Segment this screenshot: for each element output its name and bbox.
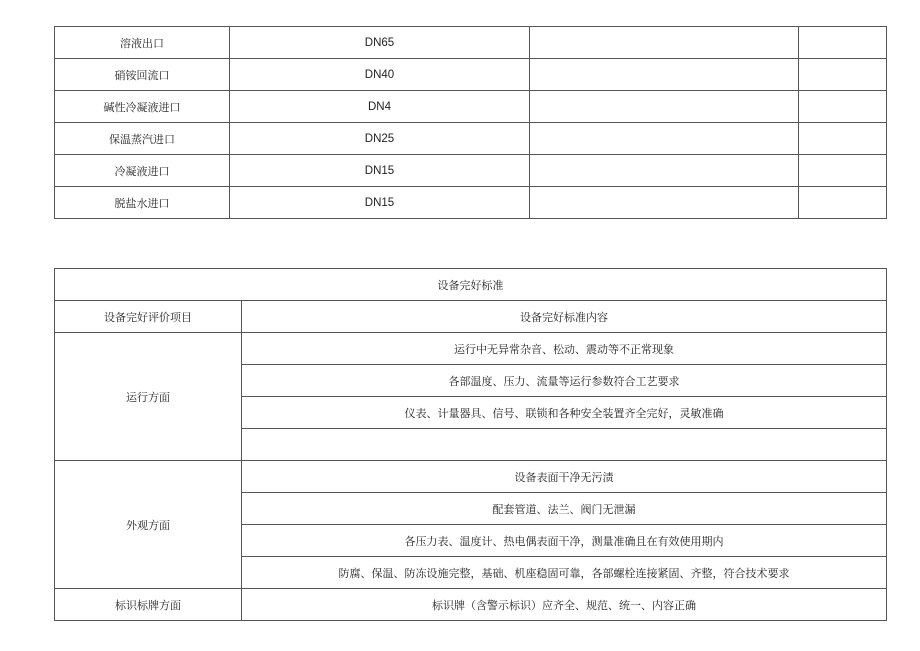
empty-cell (799, 155, 887, 187)
standard-content (242, 429, 887, 461)
interface-name: 溶液出口 (55, 27, 230, 59)
table-row (55, 461, 887, 493)
empty-cell (530, 155, 799, 187)
interface-size: DN65 (230, 27, 530, 59)
empty-cell (799, 91, 887, 123)
interface-table (54, 26, 887, 219)
table-row (55, 59, 887, 91)
empty-cell (799, 59, 887, 91)
equipment-standard-table (54, 268, 887, 621)
interface-size: DN15 (230, 187, 530, 219)
standard-content: 设备表面干净无污渍 (242, 461, 887, 493)
interface-name: 保温蒸汽进口 (55, 123, 230, 155)
header-item: 设备完好评价项目 (55, 301, 242, 333)
table-row (55, 27, 887, 59)
empty-cell (530, 187, 799, 219)
empty-cell (799, 187, 887, 219)
header-content: 设备完好标准内容 (242, 301, 887, 333)
standard-content: 各部温度、压力、流量等运行参数符合工艺要求 (242, 365, 887, 397)
standard-content: 运行中无异常杂音、松动、震动等不正常现象 (242, 333, 887, 365)
table-row (55, 155, 887, 187)
interface-name: 冷凝液进口 (55, 155, 230, 187)
standard-content: 防腐、保温、防冻设施完整，基础、机座稳固可靠，各部螺栓连接紧固、齐整，符合技术要求 (242, 557, 887, 589)
table-row (55, 187, 887, 219)
interface-name: 碱性冷凝液进口 (55, 91, 230, 123)
empty-cell (530, 27, 799, 59)
empty-cell (530, 59, 799, 91)
table-row (55, 123, 887, 155)
standard-content: 仪表、计量器具、信号、联锁和各种安全装置齐全完好，灵敏准确 (242, 397, 887, 429)
table-row (55, 91, 887, 123)
interface-name: 硝铵回流口 (55, 59, 230, 91)
empty-cell (530, 91, 799, 123)
empty-cell (799, 123, 887, 155)
group-item-appearance: 外观方面 (55, 461, 242, 589)
group-item-operation: 运行方面 (55, 333, 242, 461)
standard-content: 配套管道、法兰、阀门无泄漏 (242, 493, 887, 525)
interface-size: DN25 (230, 123, 530, 155)
table-row (55, 589, 887, 621)
table-row (55, 333, 887, 365)
standard-content: 各压力表、温度计、热电偶表面干净，测量准确且在有效使用期内 (242, 525, 887, 557)
interface-name: 脱盐水进口 (55, 187, 230, 219)
group-item-signage: 标识标牌方面 (55, 589, 242, 621)
empty-cell (799, 27, 887, 59)
standard-content: 标识牌（含警示标识）应齐全、规范、统一、内容正确 (242, 589, 887, 621)
interface-size: DN40 (230, 59, 530, 91)
table-title: 设备完好标准 (55, 269, 887, 301)
table-title-row (55, 269, 887, 301)
interface-size: DN15 (230, 155, 530, 187)
empty-cell (530, 123, 799, 155)
interface-size: DN4 (230, 91, 530, 123)
table-header-row (55, 301, 887, 333)
